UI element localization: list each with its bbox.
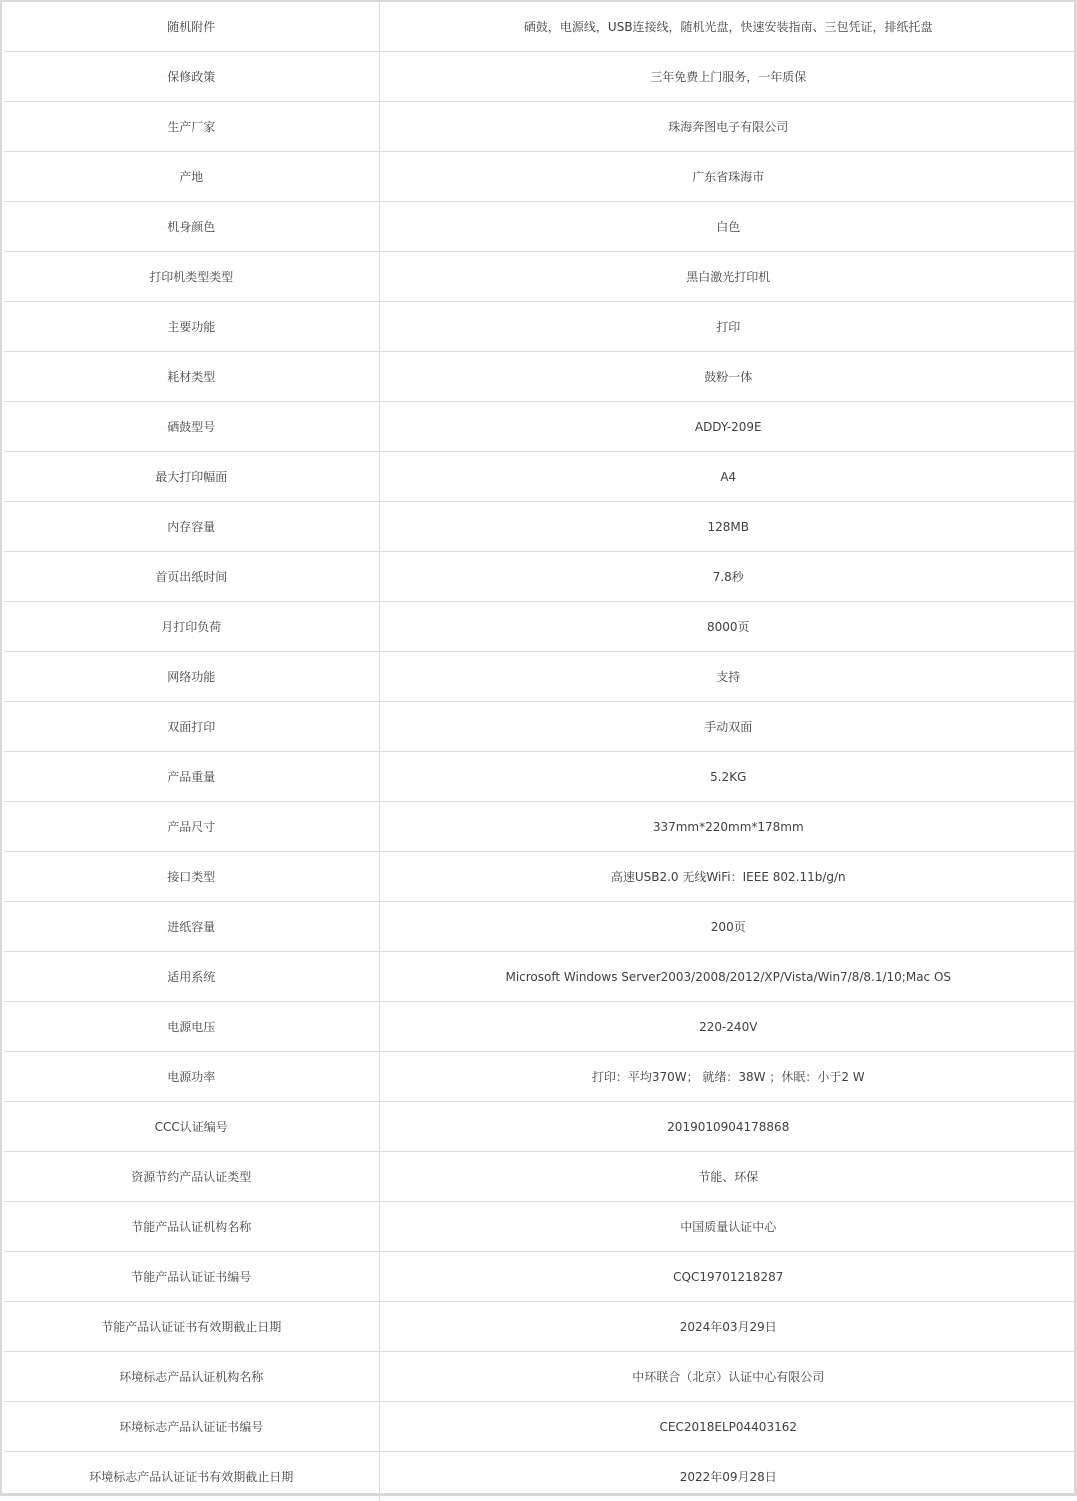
spec-value: 8000页 (379, 602, 1077, 652)
spec-value: 200页 (379, 902, 1077, 952)
spec-value: 三年免费上门服务，一年质保 (379, 52, 1077, 102)
spec-label: 内存容量 (4, 502, 379, 552)
table-row (4, 2, 1077, 52)
spec-value: A4 (379, 452, 1077, 502)
table-row (4, 552, 1077, 602)
spec-label: 主要功能 (4, 302, 379, 352)
spec-label: 接口类型 (4, 852, 379, 902)
spec-label: 电源电压 (4, 1002, 379, 1052)
table-row (4, 1202, 1077, 1252)
table-row (4, 752, 1077, 802)
spec-label: 资源节约产品认证类型 (4, 1152, 379, 1202)
table-row (4, 102, 1077, 152)
spec-value: 7.8秒 (379, 552, 1077, 602)
table-row (4, 302, 1077, 352)
spec-label: 进纸容量 (4, 902, 379, 952)
spec-value: 中环联合（北京）认证中心有限公司 (379, 1352, 1077, 1402)
spec-value: 手动双面 (379, 702, 1077, 752)
spec-label: CCC认证编号 (4, 1102, 379, 1152)
spec-value: 128MB (379, 502, 1077, 552)
spec-label: 保修政策 (4, 52, 379, 102)
table-row (4, 252, 1077, 302)
table-row (4, 1152, 1077, 1202)
table-row (4, 1052, 1077, 1102)
spec-label: 硒鼓型号 (4, 402, 379, 452)
table-row (4, 502, 1077, 552)
spec-value: 硒鼓，电源线，USB连接线，随机光盘，快速安装指南、三包凭证，排纸托盘 (379, 2, 1077, 52)
table-row (4, 1102, 1077, 1152)
spec-value: 中国质量认证中心 (379, 1202, 1077, 1252)
spec-label: 节能产品认证机构名称 (4, 1202, 379, 1252)
spec-label: 打印机类型类型 (4, 252, 379, 302)
table-row (4, 1452, 1077, 1501)
spec-value: 白色 (379, 202, 1077, 252)
spec-label: 随机附件 (4, 2, 379, 52)
table-row (4, 452, 1077, 502)
table-row (4, 1402, 1077, 1452)
spec-value: 节能、环保 (379, 1152, 1077, 1202)
spec-value: 2019010904178868 (379, 1102, 1077, 1152)
spec-value: CEC2018ELP04403162 (379, 1402, 1077, 1452)
spec-value: 珠海奔图电子有限公司 (379, 102, 1077, 152)
spec-label: 环境标志产品认证证书编号 (4, 1402, 379, 1452)
spec-label: 网络功能 (4, 652, 379, 702)
spec-label: 机身颜色 (4, 202, 379, 252)
table-row (4, 52, 1077, 102)
spec-label: 电源功率 (4, 1052, 379, 1102)
spec-value: Microsoft Windows Server2003/2008/2012/XP/Vista/Win7/8/8.1/10;Mac OS (379, 952, 1077, 1002)
table-row (4, 1302, 1077, 1352)
spec-label: 环境标志产品认证机构名称 (4, 1352, 379, 1402)
spec-label: 生产厂家 (4, 102, 379, 152)
table-row (4, 852, 1077, 902)
spec-label: 适用系统 (4, 952, 379, 1002)
spec-label: 产品尺寸 (4, 802, 379, 852)
spec-value: 支持 (379, 652, 1077, 702)
spec-value: 鼓粉一体 (379, 352, 1077, 402)
spec-value: ADDY-209E (379, 402, 1077, 452)
table-row (4, 1002, 1077, 1052)
table-row (4, 152, 1077, 202)
spec-label: 产品重量 (4, 752, 379, 802)
table-row (4, 652, 1077, 702)
spec-table-body (4, 2, 1077, 1501)
spec-value: 5.2KG (379, 752, 1077, 802)
table-row (4, 1252, 1077, 1302)
table-row (4, 702, 1077, 752)
spec-label: 环境标志产品认证证书有效期截止日期 (4, 1452, 379, 1501)
table-row (4, 602, 1077, 652)
spec-value: 打印：平均370W； 就绪：38W ；休眠：小于2 W (379, 1052, 1077, 1102)
table-row (4, 202, 1077, 252)
spec-label: 产地 (4, 152, 379, 202)
spec-value: 高速USB2.0 无线WiFi：IEEE 802.11b/g/n (379, 852, 1077, 902)
table-row (4, 402, 1077, 452)
table-row (4, 952, 1077, 1002)
spec-table (4, 2, 1077, 1501)
spec-label: 节能产品认证证书编号 (4, 1252, 379, 1302)
spec-value: 打印 (379, 302, 1077, 352)
spec-label: 月打印负荷 (4, 602, 379, 652)
spec-label: 节能产品认证证书有效期截止日期 (4, 1302, 379, 1352)
spec-value: 2022年09月28日 (379, 1452, 1077, 1501)
table-row (4, 802, 1077, 852)
spec-label: 双面打印 (4, 702, 379, 752)
table-row (4, 352, 1077, 402)
spec-value: 黑白激光打印机 (379, 252, 1077, 302)
spec-label: 耗材类型 (4, 352, 379, 402)
spec-value: 广东省珠海市 (379, 152, 1077, 202)
spec-label: 最大打印幅面 (4, 452, 379, 502)
table-row (4, 902, 1077, 952)
spec-value: 337mm*220mm*178mm (379, 802, 1077, 852)
spec-label: 首页出纸时间 (4, 552, 379, 602)
spec-value: 220-240V (379, 1002, 1077, 1052)
table-row (4, 1352, 1077, 1402)
spec-value: CQC19701218287 (379, 1252, 1077, 1302)
spec-value: 2024年03月29日 (379, 1302, 1077, 1352)
